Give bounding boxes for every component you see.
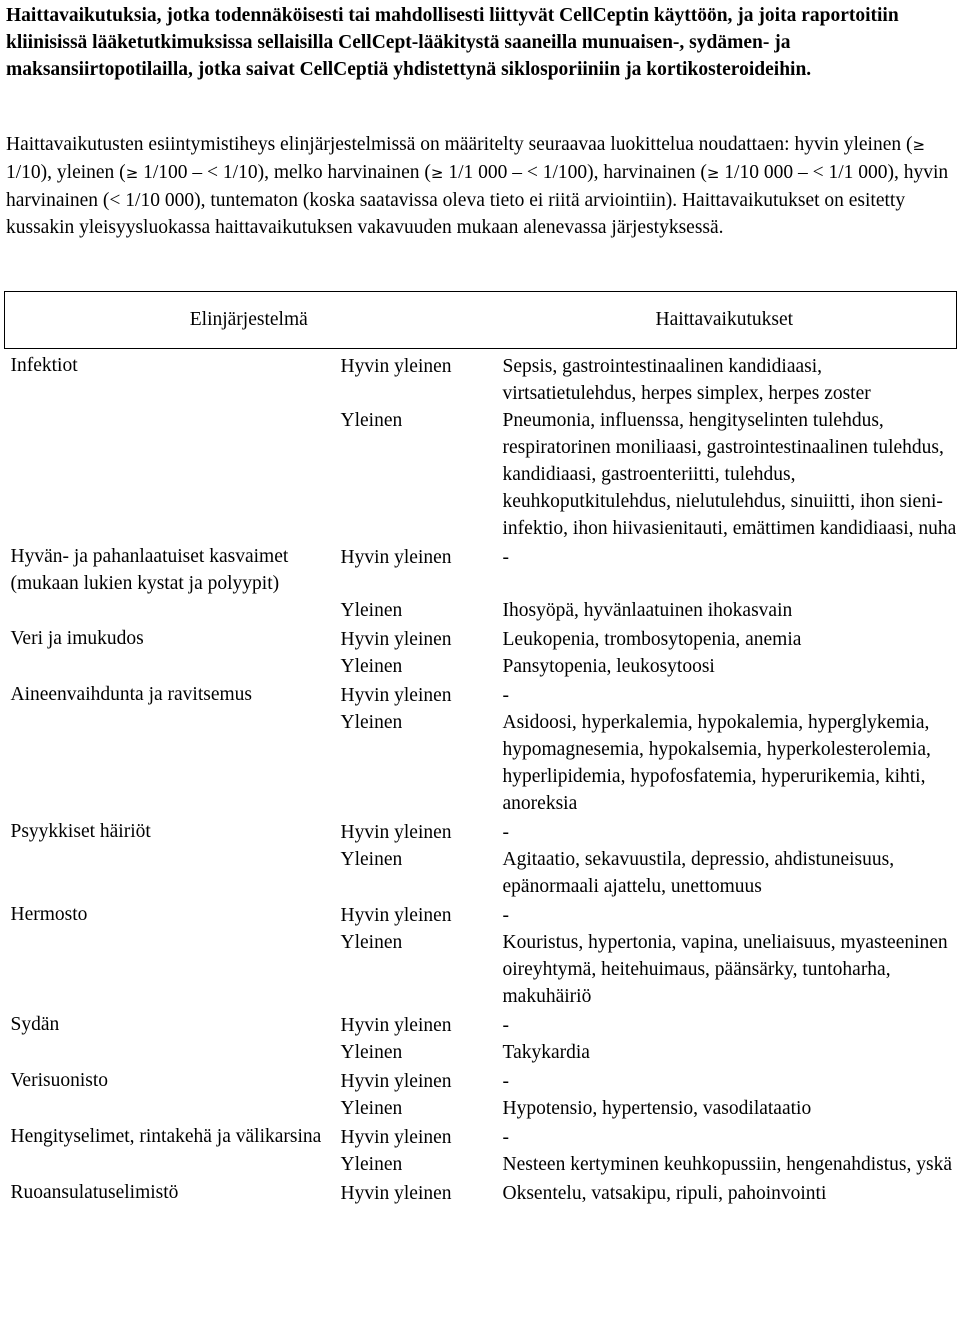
adverse-effects-cell: Kouristus, hypertonia, vapina, uneliaisuus, myasteeninen oireyhtymä, heitehuimaus, päänsärky, tuntoharha, makuhäiriö [502,932,948,1007]
frequency-cell: Hyvin yleinen [340,547,452,568]
intro-text-3: 1/100 – < 1/10), melko harvinainen ( [138,162,431,183]
organ-system-cell [5,709,329,817]
frequency-cell: Yleinen [340,849,403,870]
table-row [5,817,957,846]
frequency-cell: Hyvin yleinen [340,629,452,650]
table-row [5,1122,957,1151]
table-row [5,597,957,624]
table-row [5,680,957,709]
adverse-effects-cell: Pneumonia, influenssa, hengityselinten tulehdus, respiratorinen moniliaasi, gastrointestinaalinen tulehdus, kandidiaasi, gastroenteriitti, tulehdus, keuhkoputkitulehdus, nielutulehdus, sinuiitti, ihon sieni-infektio, ihon hiivasienitauti, emättimen kandidiaasi, nuha [502,410,957,539]
organ-system-cell: Veri ja imukudos [10,628,144,649]
header-organ-system: Elinjärjestelmä [5,292,493,349]
frequency-cell: Yleinen [340,932,403,953]
table-row [5,1178,957,1207]
adverse-effects-cell: - [502,685,510,706]
table-row [5,1066,957,1095]
frequency-cell: Hyvin yleinen [340,356,452,377]
table-row [5,929,957,1010]
table-row [5,624,957,653]
intro-text-5: 1/10 000 – < 1/1 000), hyvin harvinainen (< 1/10 000), tuntematon (koska saatavissa oleva tieto ei riitä arviointiin). Haittavaikutukset on esitetty kussakin yleisyysluokassa haittavaikutuksen vakavuuden mukaan alenevassa järjestyksessä. [6,162,949,238]
table-row [5,653,957,680]
adverse-effects-cell: Leukopenia, trombosytopenia, anemia [502,629,802,650]
table-body [5,349,957,1208]
frequency-cell: Hyvin yleinen [340,1127,452,1148]
adverse-effects-cell: Hypotensio, hypertensio, vasodilataatio [502,1098,812,1119]
organ-system-cell [5,1095,329,1122]
frequency-cell: Yleinen [340,600,403,621]
organ-system-cell [5,929,329,1010]
frequency-cell: Yleinen [340,1098,403,1119]
frequency-cell: Yleinen [340,410,403,431]
table-row [5,407,957,542]
frequency-cell: Hyvin yleinen [340,1071,452,1092]
frequency-cell: Hyvin yleinen [340,1015,452,1036]
geq-symbol: ≥ [430,164,444,182]
table-row [5,1010,957,1039]
organ-system-cell: Verisuonisto [10,1070,108,1091]
frequency-cell: Hyvin yleinen [340,822,452,843]
table-row [5,1095,957,1122]
table-row [5,900,957,929]
frequency-cell: Yleinen [340,656,403,677]
adverse-effects-cell: Pansytopenia, leukosytoosi [502,656,715,677]
header-adverse-effects: Haittavaikutukset [493,292,957,349]
geq-symbol: ≥ [706,164,720,182]
adverse-effects-cell: - [502,1127,510,1148]
table-row [5,353,957,407]
adverse-effects-cell: Asidoosi, hyperkalemia, hypokalemia, hyperglykemia, hypomagnesemia, hypokalsemia, hyperkolesterolemia, hyperlipidemia, hypofosfatemia, hyperurikemia, kihti, anoreksia [502,712,931,814]
organ-system-cell: Hyvän- ja pahanlaatuiset kasvaimet (mukaan lukien kystat ja polyypit) [10,546,289,594]
organ-system-cell [5,846,329,900]
table-row [5,542,957,597]
intro-paragraph [6,131,956,241]
organ-system-cell [5,597,329,624]
table-row [5,846,957,900]
frequency-cell: Hyvin yleinen [340,685,452,706]
intro-text-4: 1/1 000 – < 1/100), harvinainen ( [443,162,707,183]
frequency-cell: Yleinen [340,1154,403,1175]
table-header-row [5,292,957,349]
table-row [5,1039,957,1066]
adverse-effects-cell: Agitaatio, sekavuustila, depressio, ahdistuneisuus, epänormaali ajattelu, unettomuus [502,849,895,897]
organ-system-cell: Psyykkiset häiriöt [10,821,151,842]
adverse-effects-cell: Sepsis, gastrointestinaalinen kandidiaasi, virtsatietulehdus, herpes simplex, herpes zoster [502,356,871,404]
intro-text-2: 1/10), yleinen ( [6,162,126,183]
adverse-effects-cell: Ihosyöpä, hyvänlaatuinen ihokasvain [502,600,793,621]
adverse-effects-cell: Oksentelu, vatsakipu, ripuli, pahoinvointi [502,1183,827,1204]
table-row [5,709,957,817]
section-heading: Haittavaikutuksia, jotka todennäköisesti tai mahdollisesti liittyvät CellCeptin käyttöön, ja joita raportoitiin kliinisissä lääketutkimuksissa sellaisilla CellCept-lääkitystä saaneilla munuaisen-, sydämen- ja maksansiirtopotilailla, jotka saivat CellCeptiä yhdistettynä siklosporiiniin ja kortikosteroideihin. [6,5,899,80]
adverse-effects-cell: - [502,1071,510,1092]
frequency-cell: Yleinen [340,1042,403,1063]
organ-system-cell [5,407,329,542]
adverse-effects-cell: - [502,1015,510,1036]
organ-system-cell: Infektiot [10,355,78,376]
organ-system-cell: Hermosto [10,904,88,925]
geq-symbol: ≥ [125,164,139,182]
adverse-effects-cell: - [502,547,510,568]
frequency-cell: Yleinen [340,712,403,733]
adverse-effects-cell: Nesteen kertyminen keuhkopussiin, hengenahdistus, yskä [502,1154,953,1175]
organ-system-cell: Aineenvaihdunta ja ravitsemus [10,684,253,705]
organ-system-cell: Sydän [10,1014,60,1035]
organ-system-cell: Ruoansulatuselimistö [10,1182,179,1203]
frequency-cell: Hyvin yleinen [340,905,452,926]
organ-system-cell [5,1151,329,1178]
adverse-effects-cell: - [502,905,510,926]
geq-symbol: ≥ [912,136,926,154]
adverse-effects-cell: Takykardia [502,1042,590,1063]
organ-system-cell [5,653,329,680]
frequency-cell: Hyvin yleinen [340,1183,452,1204]
table-row [5,1151,957,1178]
intro-text-1: Haittavaikutusten esiintymistiheys elinjärjestelmissä on määritelty seuraavaa luokittelua noudattaen: hyvin yleinen ( [6,134,913,155]
organ-system-cell: Hengityselimet, rintakehä ja välikarsina [10,1126,322,1147]
adverse-effects-cell: - [502,822,510,843]
organ-system-cell [5,1039,329,1066]
adverse-effects-table [4,291,957,1207]
